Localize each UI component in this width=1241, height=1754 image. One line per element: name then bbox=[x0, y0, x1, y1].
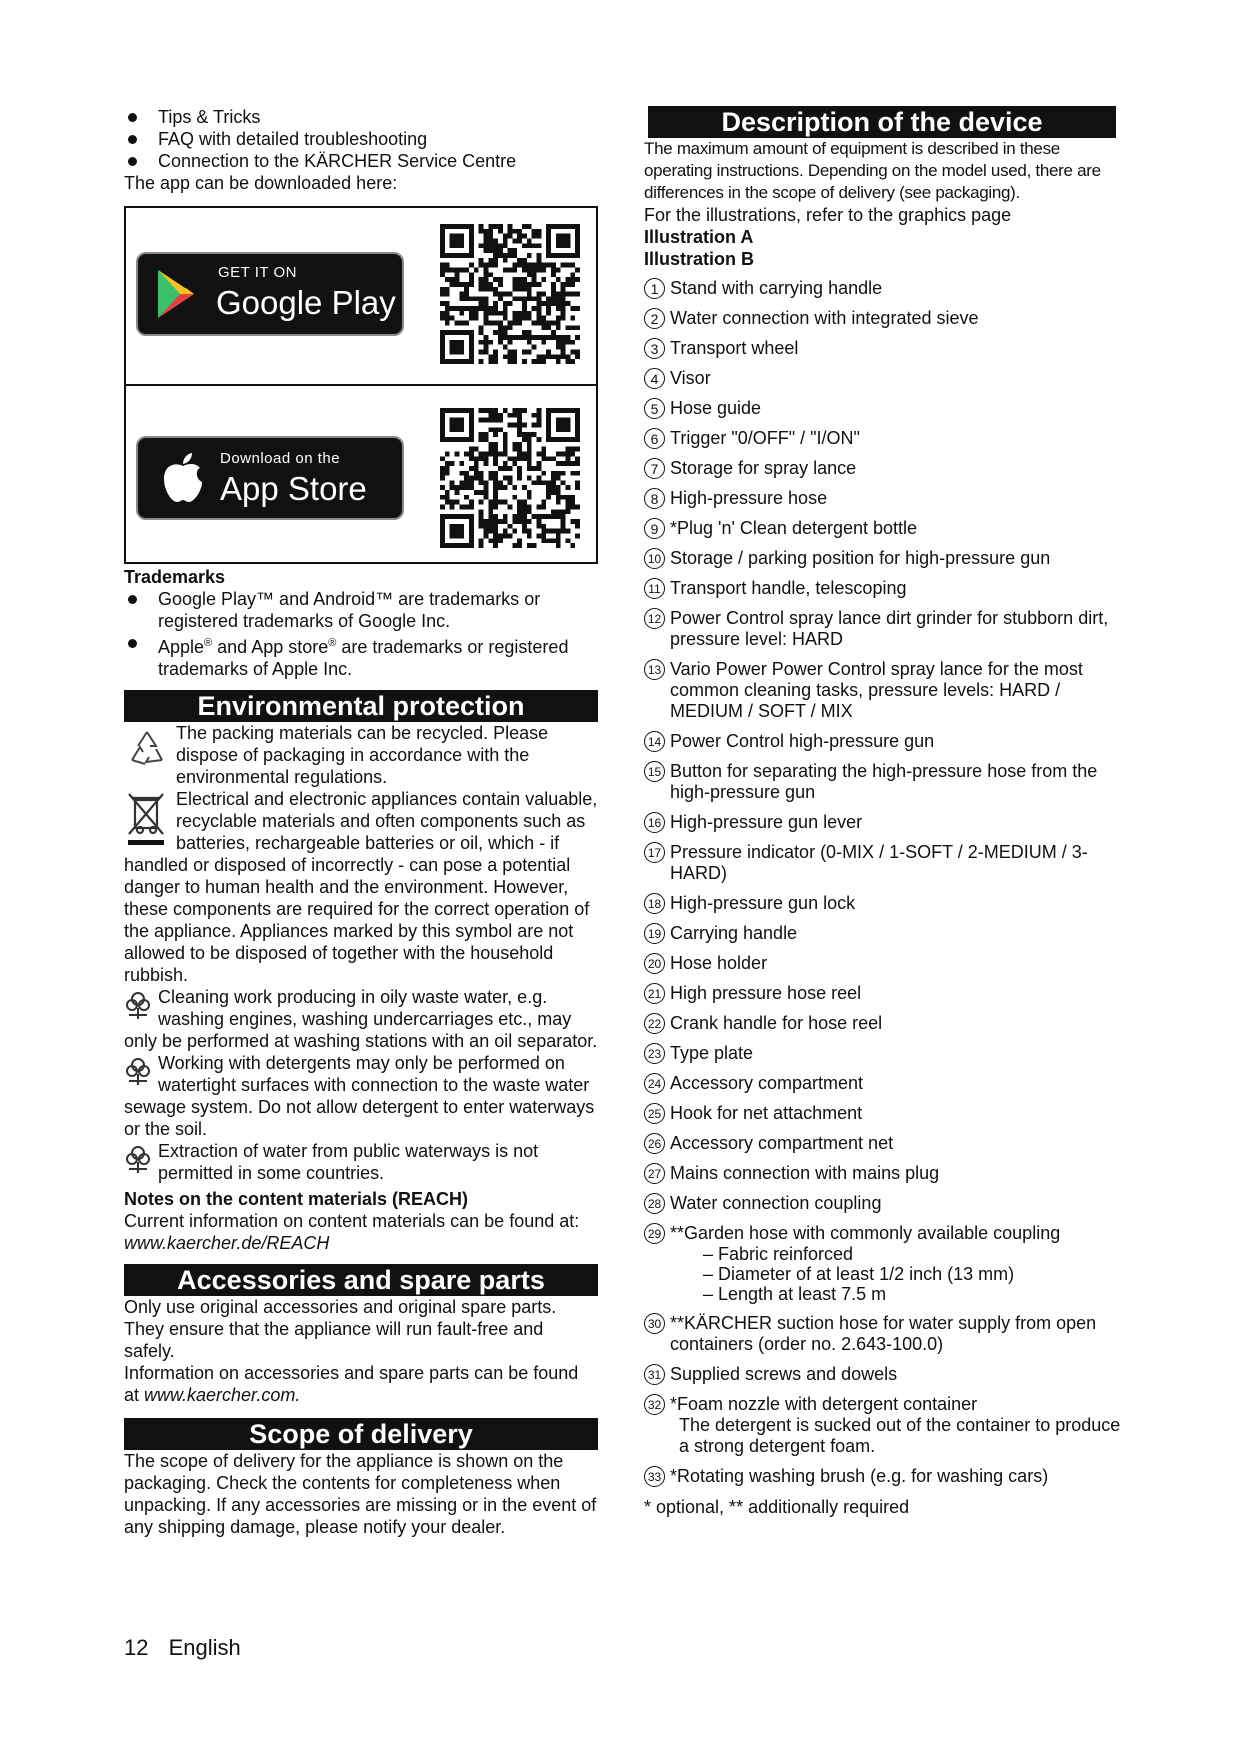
description-intro: The maximum amount of equipment is described in these operating instructions. Depending on the model used, there are differences in the scope of delivery (see packaging). bbox=[644, 139, 1101, 202]
part-label: Accessory compartment net bbox=[670, 1133, 894, 1153]
app-store-badge[interactable] bbox=[136, 436, 404, 520]
part-number-circle: 23 bbox=[644, 1043, 665, 1064]
part-number-circle: 12 bbox=[644, 608, 665, 629]
part-number-circle: 2 bbox=[644, 308, 665, 329]
part-label: Storage / parking position for high-pressure gun bbox=[670, 548, 1051, 568]
part-number-circle: 17 bbox=[644, 842, 665, 863]
trademark-apple bbox=[124, 632, 598, 680]
parts-list-item bbox=[644, 812, 1124, 833]
part-sub-item: – Fabric reinforced bbox=[703, 1244, 854, 1264]
part-label: Vario Power Power Control spray lance for the most common cleaning tasks, pressure levels: HARD / MEDIUM / SOFT / MIX bbox=[670, 659, 1083, 721]
google-play-icon bbox=[152, 266, 208, 322]
parts-list bbox=[644, 278, 1124, 1487]
qr-code-app-store bbox=[440, 408, 580, 548]
part-number-circle: 30 bbox=[644, 1313, 665, 1334]
parts-list-item bbox=[644, 893, 1124, 914]
trademark-apple-part-a: Apple bbox=[158, 637, 205, 657]
env-oily-water bbox=[124, 986, 598, 1052]
part-sub-item: – Diameter of at least 1/2 inch (13 mm) bbox=[703, 1264, 1015, 1284]
env-extraction bbox=[124, 1140, 598, 1184]
bullet-faq: FAQ with detailed troubleshooting bbox=[124, 128, 598, 150]
part-label: Button for separating the high-pressure hose from the high-pressure gun bbox=[670, 761, 1098, 802]
bullet-tips: Tips & Tricks bbox=[124, 106, 598, 128]
part-label: **KÄRCHER suction hose for water supply from open containers (order no. 2.643-100.0) bbox=[670, 1313, 1097, 1354]
parts-list-item bbox=[644, 923, 1124, 944]
env-detergent-text: Working with detergents may only be performed on watertight surfaces with connection to the waste water sewage system. Do not allow detergent to enter waterways or the soil. bbox=[124, 1053, 595, 1139]
right-column bbox=[644, 106, 1124, 1518]
env-packaging bbox=[124, 722, 598, 788]
part-number-circle: 4 bbox=[644, 368, 665, 389]
part-label: Stand with carrying handle bbox=[670, 278, 883, 298]
app-store-section bbox=[126, 386, 596, 562]
parts-list-item bbox=[644, 368, 1124, 389]
environmental-protection-heading: Environmental protection bbox=[124, 690, 598, 722]
accessories-link[interactable]: www.kaercher.com. bbox=[144, 1385, 301, 1405]
part-label: Pressure indicator (0-MIX / 1-SOFT / 2-MEDIUM / 3-HARD) bbox=[670, 842, 1088, 883]
part-number-circle: 9 bbox=[644, 518, 665, 539]
recycling-icon bbox=[126, 728, 168, 770]
parts-list-item bbox=[644, 983, 1124, 1004]
parts-list-item bbox=[644, 1013, 1124, 1034]
reach-text: Current information on content materials can be found at: bbox=[124, 1211, 580, 1231]
part-extra-text: The detergent is sucked out of the container to produce a strong detergent foam. bbox=[679, 1415, 1121, 1456]
part-label: Visor bbox=[670, 368, 711, 388]
part-label: Power Control spray lance dirt grinder for stubborn dirt, pressure level: HARD bbox=[670, 608, 1109, 649]
footnote: * optional, ** additionally required bbox=[644, 1497, 910, 1517]
reach-paragraph bbox=[124, 1210, 598, 1254]
parts-list-item bbox=[644, 308, 1124, 329]
part-label: Mains connection with mains plug bbox=[670, 1163, 940, 1183]
part-label: Storage for spray lance bbox=[670, 458, 857, 478]
accessories-paragraph-2 bbox=[124, 1362, 598, 1406]
parts-list-item bbox=[644, 1043, 1124, 1064]
parts-list-item bbox=[644, 398, 1124, 419]
left-column bbox=[124, 106, 598, 1538]
part-number-circle: 25 bbox=[644, 1103, 665, 1124]
part-label: High-pressure gun lock bbox=[670, 893, 856, 913]
parts-list-item bbox=[644, 488, 1124, 509]
part-number-circle: 5 bbox=[644, 398, 665, 419]
parts-list-item bbox=[644, 458, 1124, 479]
part-number-circle: 10 bbox=[644, 548, 665, 569]
part-number-circle: 16 bbox=[644, 812, 665, 833]
part-label: High pressure hose reel bbox=[670, 983, 862, 1003]
parts-list-item bbox=[644, 428, 1124, 449]
part-label: *Foam nozzle with detergent container bbox=[670, 1394, 978, 1414]
part-number-circle: 20 bbox=[644, 953, 665, 974]
google-play-section bbox=[126, 208, 596, 386]
parts-list-item bbox=[644, 1133, 1124, 1154]
part-label: **Garden hose with commonly available coupling bbox=[670, 1223, 1061, 1243]
part-label: Hose guide bbox=[670, 398, 762, 418]
reach-heading: Notes on the content materials (REACH) bbox=[124, 1189, 469, 1209]
page-number: 12 bbox=[124, 1635, 149, 1660]
registered-mark-2: ® bbox=[328, 637, 337, 649]
app-store-small-text: Download on the bbox=[220, 450, 341, 467]
part-number-circle: 19 bbox=[644, 923, 665, 944]
part-label: Carrying handle bbox=[670, 923, 798, 943]
parts-list-item bbox=[644, 1163, 1124, 1184]
parts-list-item bbox=[644, 548, 1124, 569]
part-label: High-pressure gun lever bbox=[670, 812, 863, 832]
parts-list-item bbox=[644, 842, 1124, 884]
graphics-reference: For the illustrations, refer to the graphics page bbox=[644, 205, 1012, 225]
part-number-circle: 24 bbox=[644, 1073, 665, 1094]
accessories-text-2: Information on accessories and spare parts can be found at bbox=[124, 1363, 579, 1405]
part-sub-item: – Length at least 7.5 m bbox=[703, 1284, 887, 1304]
part-label: Trigger "0/OFF" / "I/ON" bbox=[670, 428, 860, 448]
part-label: Power Control high-pressure gun bbox=[670, 731, 935, 751]
environment-tree-icon bbox=[124, 1056, 152, 1086]
part-number-circle: 11 bbox=[644, 578, 665, 599]
parts-list-item bbox=[644, 608, 1124, 650]
parts-list-item bbox=[644, 1364, 1124, 1385]
accessories-heading: Accessories and spare parts bbox=[124, 1264, 598, 1296]
scope-of-delivery-heading: Scope of delivery bbox=[124, 1418, 598, 1450]
parts-list-item bbox=[644, 278, 1124, 299]
part-number-circle: 22 bbox=[644, 1013, 665, 1034]
part-number-circle: 21 bbox=[644, 983, 665, 1004]
env-detergent bbox=[124, 1052, 598, 1140]
part-number-circle: 28 bbox=[644, 1193, 665, 1214]
parts-list-item bbox=[644, 1073, 1124, 1094]
part-number-circle: 7 bbox=[644, 458, 665, 479]
illustration-a: Illustration A bbox=[644, 227, 754, 247]
download-text: The app can be downloaded here: bbox=[124, 173, 398, 193]
part-label: *Rotating washing brush (e.g. for washing cars) bbox=[670, 1466, 1049, 1486]
part-number-circle: 29 bbox=[644, 1223, 665, 1244]
part-number-circle: 1 bbox=[644, 278, 665, 299]
part-number-circle: 8 bbox=[644, 488, 665, 509]
parts-list-item bbox=[644, 578, 1124, 599]
part-label: Hose holder bbox=[670, 953, 768, 973]
parts-list-item bbox=[644, 953, 1124, 974]
part-label: High-pressure hose bbox=[670, 488, 828, 508]
google-play-small-text: GET IT ON bbox=[218, 264, 297, 281]
part-label: *Plug 'n' Clean detergent bottle bbox=[670, 518, 918, 538]
parts-list-item bbox=[644, 1103, 1124, 1124]
footer-language: English bbox=[168, 1635, 241, 1660]
parts-list-item bbox=[644, 1394, 1124, 1457]
part-number-circle: 32 bbox=[644, 1394, 665, 1415]
part-label: Hook for net attachment bbox=[670, 1103, 863, 1123]
env-weee bbox=[124, 788, 598, 986]
env-extraction-text: Extraction of water from public waterways is not permitted in some countries. bbox=[158, 1141, 539, 1183]
env-packaging-text: The packing materials can be recycled. Please dispose of packaging in accordance with the environmental regulations. bbox=[176, 723, 549, 787]
app-store-large-text: App Store bbox=[220, 470, 367, 507]
bullet-connection: Connection to the KÄRCHER Service Centre bbox=[124, 150, 598, 172]
part-label: Transport handle, telescoping bbox=[670, 578, 907, 598]
google-play-large-text: Google Play bbox=[216, 284, 396, 321]
part-number-circle: 3 bbox=[644, 338, 665, 359]
parts-list-item bbox=[644, 1193, 1124, 1214]
part-number-circle: 27 bbox=[644, 1163, 665, 1184]
part-number-circle: 15 bbox=[644, 761, 665, 782]
part-number-circle: 18 bbox=[644, 893, 665, 914]
registered-mark-1: ® bbox=[204, 637, 213, 649]
part-label: Water connection with integrated sieve bbox=[670, 308, 979, 328]
part-number-circle: 31 bbox=[644, 1364, 665, 1385]
page-footer bbox=[124, 1635, 241, 1661]
part-label: Water connection coupling bbox=[670, 1193, 882, 1213]
reach-link[interactable]: www.kaercher.de/REACH bbox=[124, 1233, 330, 1253]
accessories-text-1: Only use original accessories and original spare parts. They ensure that the appliance will run fault-free and safely. bbox=[124, 1297, 557, 1361]
illustration-b: Illustration B bbox=[644, 249, 755, 269]
google-play-badge[interactable] bbox=[136, 252, 404, 336]
part-number-circle: 13 bbox=[644, 659, 665, 680]
parts-list-item bbox=[644, 1223, 1124, 1304]
part-number-circle: 26 bbox=[644, 1133, 665, 1154]
env-oily-text: Cleaning work producing in oily waste water, e.g. washing engines, washing undercarriages etc., may only be performed at washing stations with an oil separator. bbox=[124, 987, 598, 1051]
trademarks-heading: Trademarks bbox=[124, 567, 226, 587]
environment-tree-icon bbox=[124, 990, 152, 1020]
qr-code-google-play bbox=[440, 224, 580, 364]
apple-logo-icon bbox=[160, 452, 206, 504]
parts-list-item bbox=[644, 1313, 1124, 1355]
description-heading: Description of the device bbox=[648, 106, 1116, 138]
environment-tree-icon bbox=[124, 1144, 152, 1174]
trademark-apple-part-b: and App store bbox=[212, 637, 329, 657]
crossed-bin-icon bbox=[126, 790, 166, 848]
part-label: Supplied screws and dowels bbox=[670, 1364, 898, 1384]
parts-list-item bbox=[644, 518, 1124, 539]
trademark-google bbox=[124, 588, 598, 632]
trademark-apple-part-c: are trademarks or registered trademarks of Apple Inc. bbox=[158, 637, 569, 679]
part-label: Crank handle for hose reel bbox=[670, 1013, 883, 1033]
parts-list-item bbox=[644, 338, 1124, 359]
part-label: Accessory compartment bbox=[670, 1073, 864, 1093]
parts-list-item bbox=[644, 731, 1124, 752]
part-number-circle: 33 bbox=[644, 1466, 665, 1487]
parts-list-item bbox=[644, 659, 1124, 722]
scope-text: The scope of delivery for the appliance is shown on the packaging. Check the contents for completeness when unpacking. If any accessories are missing or in the event of any shipping damage, please notify your dealer. bbox=[124, 1451, 597, 1537]
app-store-box bbox=[124, 206, 598, 564]
trademark-google-text: Google Play™ and Android™ are trademarks or registered trademarks of Google Inc. bbox=[158, 589, 541, 631]
part-number-circle: 14 bbox=[644, 731, 665, 752]
env-weee-text: Electrical and electronic appliances contain valuable, recyclable materials and often components such as batteries, rechargeable batteries or oil, which - if handled or disposed of incorrectly - can pose a potential danger to human health and the environment. However, these components are required for the correct operation of the appliance. Appliances marked by this symbol are not allowed to be disposed of together with the household rubbish. bbox=[124, 789, 598, 985]
part-label: Transport wheel bbox=[670, 338, 799, 358]
parts-list-item bbox=[644, 1466, 1124, 1487]
part-number-circle: 6 bbox=[644, 428, 665, 449]
part-label: Type plate bbox=[670, 1043, 754, 1063]
parts-list-item bbox=[644, 761, 1124, 803]
